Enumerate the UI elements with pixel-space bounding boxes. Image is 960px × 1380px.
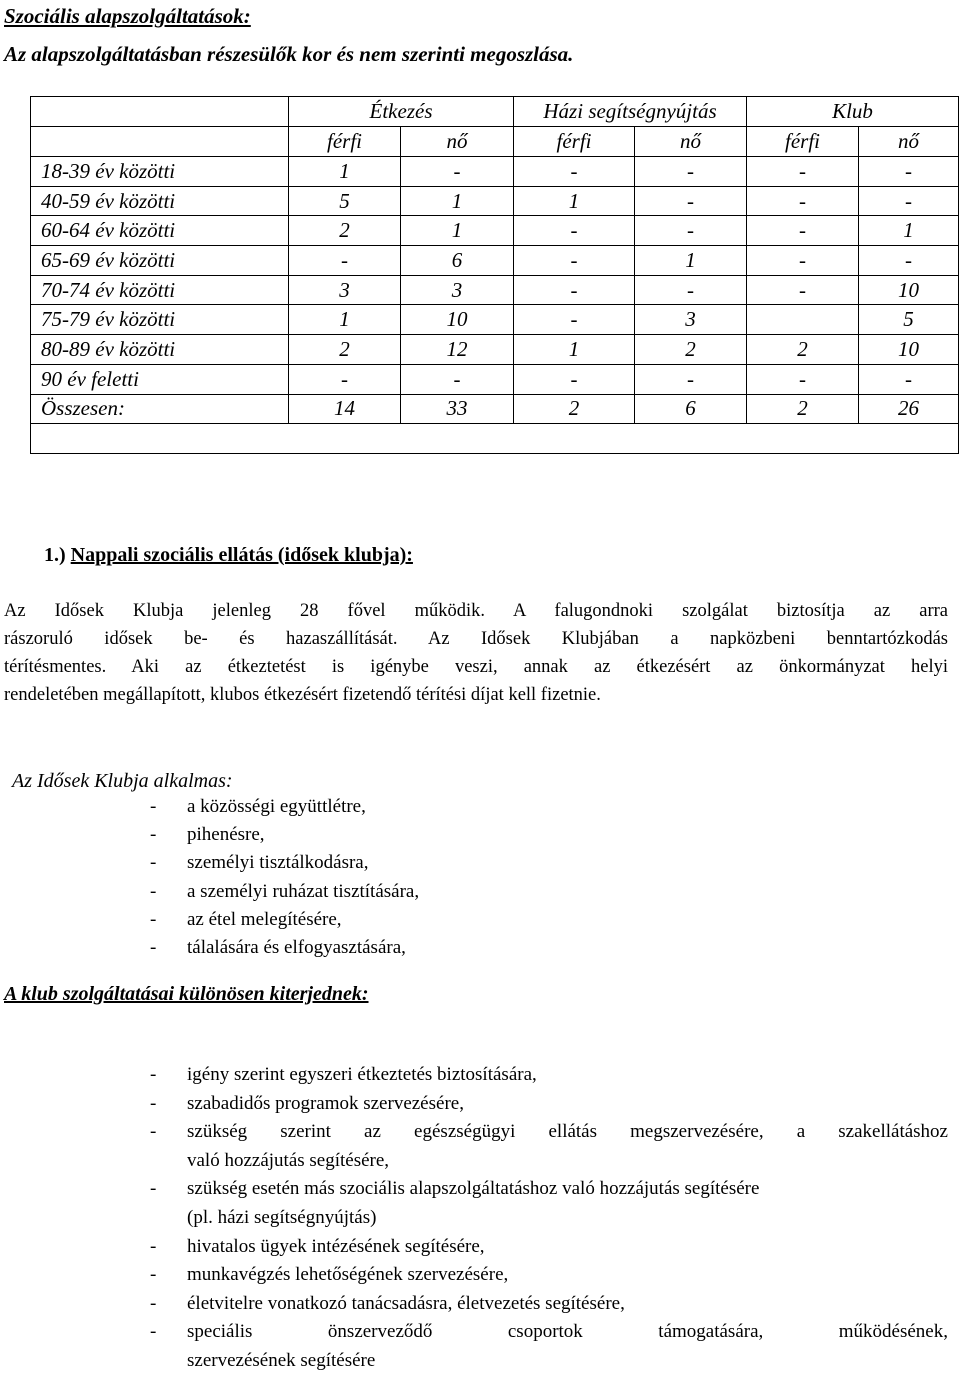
table-cell: 1 <box>289 305 401 335</box>
table-cell: - <box>514 216 635 246</box>
table-cell: - <box>747 364 859 394</box>
table-caption: Az alapszolgáltatásban részesülők kor és nem szerinti megoszlása. <box>4 42 574 66</box>
list-item-text: az étel melegítésére, <box>187 908 342 930</box>
list-item-text: hivatalos ügyek intézésének segítésére, <box>187 1235 485 1257</box>
table-cell: - <box>747 216 859 246</box>
table-cell: 1 <box>859 216 959 246</box>
row-label: 90 év feletti <box>31 364 289 394</box>
paragraph-line: rászoruló idősek be- és hazaszállítását. Az Idősek Klubjában a napközbeni benntartózkodás <box>4 629 948 649</box>
empty-cell <box>31 424 959 454</box>
table-cell: - <box>635 186 747 216</box>
section1-number: 1.) <box>44 544 66 566</box>
row-label: 70-74 év közötti <box>31 275 289 305</box>
table-cell: 33 <box>401 394 514 424</box>
table-cell: - <box>401 157 514 187</box>
list-item-text: a személyi ruházat tisztítására, <box>187 880 420 902</box>
paragraph-line: rendeletében megállapított, klubos étkezésért fizetendő térítési díjat kell fizetnie. <box>4 685 601 705</box>
section1-title: Nappali szociális ellátás (idősek klubja): <box>70 544 413 566</box>
list-dash: - <box>150 908 157 930</box>
row-label: 80-89 év közötti <box>31 335 289 365</box>
row-label: Összesen: <box>31 394 289 424</box>
table-row <box>31 246 959 276</box>
table-row <box>31 394 959 424</box>
table-cell: 6 <box>635 394 747 424</box>
table-cell: - <box>514 157 635 187</box>
table-cell: 12 <box>401 335 514 365</box>
table-cell: 10 <box>859 335 959 365</box>
gender-header-cell: nő <box>401 127 514 157</box>
list-dash: - <box>150 1235 157 1257</box>
table-cell: - <box>747 157 859 187</box>
table-row <box>31 186 959 216</box>
list-item-text: munkavégzés lehetőségének szervezésére, <box>187 1264 509 1286</box>
table-cell: - <box>635 216 747 246</box>
table-cell: 3 <box>401 275 514 305</box>
gender-header-cell: férfi <box>747 127 859 157</box>
table-cell: - <box>514 305 635 335</box>
gender-header-cell: nő <box>635 127 747 157</box>
table-group-header-row <box>31 97 959 127</box>
table-cell: 26 <box>859 394 959 424</box>
list-item-text: (pl. házi segítségnyújtás) <box>187 1207 377 1228</box>
table-gender-header-row <box>31 127 959 157</box>
table-row <box>31 335 959 365</box>
table-row <box>31 216 959 246</box>
list-dash: - <box>150 1292 157 1314</box>
header-empty-cell <box>31 97 289 127</box>
group-header-cell: Házi segítségnyújtás <box>514 97 747 127</box>
table-cell: - <box>514 275 635 305</box>
table-cell: 1 <box>401 216 514 246</box>
table-cell: 2 <box>747 394 859 424</box>
list-dash: - <box>150 1064 157 1085</box>
list-item-text: tálalására és elfogyasztására, <box>187 937 406 958</box>
list-dash: - <box>150 880 157 902</box>
table-cell: 1 <box>514 186 635 216</box>
list-dash: - <box>150 796 157 817</box>
table-cell: 2 <box>514 394 635 424</box>
list-dash: - <box>150 1321 157 1343</box>
table-cell: 1 <box>514 335 635 365</box>
row-label: 75-79 év közötti <box>31 305 289 335</box>
table-cell: 2 <box>635 335 747 365</box>
table-cell: 2 <box>747 335 859 365</box>
paragraph-line: Az Idősek Klubja jelenleg 28 fővel működik. A falugondnoki szolgálat biztosítja az arra <box>4 601 948 621</box>
table-empty-row <box>31 424 959 454</box>
table-cell: - <box>289 246 401 276</box>
table-cell: 14 <box>289 394 401 424</box>
table-cell: - <box>859 246 959 276</box>
table-cell: - <box>514 246 635 276</box>
list-item-text: igény szerint egyszeri étkeztetés biztosítására, <box>187 1064 537 1085</box>
table-cell: - <box>859 186 959 216</box>
table-cell: - <box>635 275 747 305</box>
list-item-text: életvitelre vonatkozó tanácsadásra, életvezetés segítésére, <box>187 1292 625 1314</box>
list-dash: - <box>150 1121 157 1143</box>
list-dash: - <box>150 937 157 958</box>
section1-paragraph <box>4 597 948 709</box>
group-header-cell: Klub <box>747 97 959 127</box>
table-cell: 1 <box>401 186 514 216</box>
age-gender-table <box>30 96 959 454</box>
table-cell: 3 <box>289 275 401 305</box>
table-cell: 1 <box>289 157 401 187</box>
table-cell: 3 <box>635 305 747 335</box>
group-header-cell: Étkezés <box>289 97 514 127</box>
header-empty-cell <box>31 127 289 157</box>
table-cell: 2 <box>289 335 401 365</box>
table-row <box>31 275 959 305</box>
table-cell: - <box>747 275 859 305</box>
table-cell: 1 <box>635 246 747 276</box>
table-cell <box>747 305 859 335</box>
list-item-text: szervezésének segítésére <box>187 1350 376 1371</box>
section1-heading <box>44 544 413 567</box>
list-item-text: szükség esetén más szociális alapszolgáltatáshoz való hozzájutás segítésére <box>187 1178 760 1200</box>
table-cell: 2 <box>289 216 401 246</box>
list-dash: - <box>150 1092 157 1114</box>
table-cell: - <box>747 186 859 216</box>
table-cell: - <box>859 157 959 187</box>
row-label: 40-59 év közötti <box>31 186 289 216</box>
row-label: 60-64 év közötti <box>31 216 289 246</box>
list-item-text: személyi tisztálkodásra, <box>187 852 369 874</box>
page-heading: Szociális alapszolgáltatások: <box>4 4 251 28</box>
table-cell: 5 <box>289 186 401 216</box>
list-dash: - <box>150 1178 157 1200</box>
table-cell: 10 <box>859 275 959 305</box>
table-cell: 6 <box>401 246 514 276</box>
row-label: 65-69 év közötti <box>31 246 289 276</box>
table-cell: 10 <box>401 305 514 335</box>
row-label: 18-39 év közötti <box>31 157 289 187</box>
table-cell: 5 <box>859 305 959 335</box>
list-item-text: való hozzájutás segítésére, <box>187 1149 390 1171</box>
list-item-text: szabadidős programok szervezésére, <box>187 1092 464 1114</box>
table-row <box>31 157 959 187</box>
list-item-text: szükség szerint az egészségügyi ellátás megszervezésére, a szakellátáshoz <box>187 1121 948 1143</box>
gender-header-cell: férfi <box>514 127 635 157</box>
paragraph-line: térítésmentes. Aki az étkeztetést is igénybe veszi, annak az étkezésért az önkormányzat helyi <box>4 657 948 677</box>
table-cell: - <box>635 157 747 187</box>
table-cell: - <box>747 246 859 276</box>
list-item-text: speciális önszerveződő csoportok támogatására, működésének, <box>187 1321 948 1343</box>
list-dash: - <box>150 852 157 874</box>
table-cell: - <box>635 364 747 394</box>
gender-header-cell: nő <box>859 127 959 157</box>
table-row <box>31 305 959 335</box>
table-cell: - <box>401 364 514 394</box>
list-item-text: a közösségi együttlétre, <box>187 796 366 817</box>
list-dash: - <box>150 1264 157 1286</box>
table-cell: - <box>514 364 635 394</box>
club-services-title: A klub szolgáltatásai különösen kiterjednek: <box>4 983 369 1005</box>
list-dash: - <box>150 824 157 846</box>
club-suitable-title: Az Idősek Klubja alkalmas: <box>12 770 233 792</box>
gender-header-cell: férfi <box>289 127 401 157</box>
table-cell: - <box>859 364 959 394</box>
table-row <box>31 364 959 394</box>
list-item-text: pihenésre, <box>187 824 265 846</box>
table-cell: - <box>289 364 401 394</box>
